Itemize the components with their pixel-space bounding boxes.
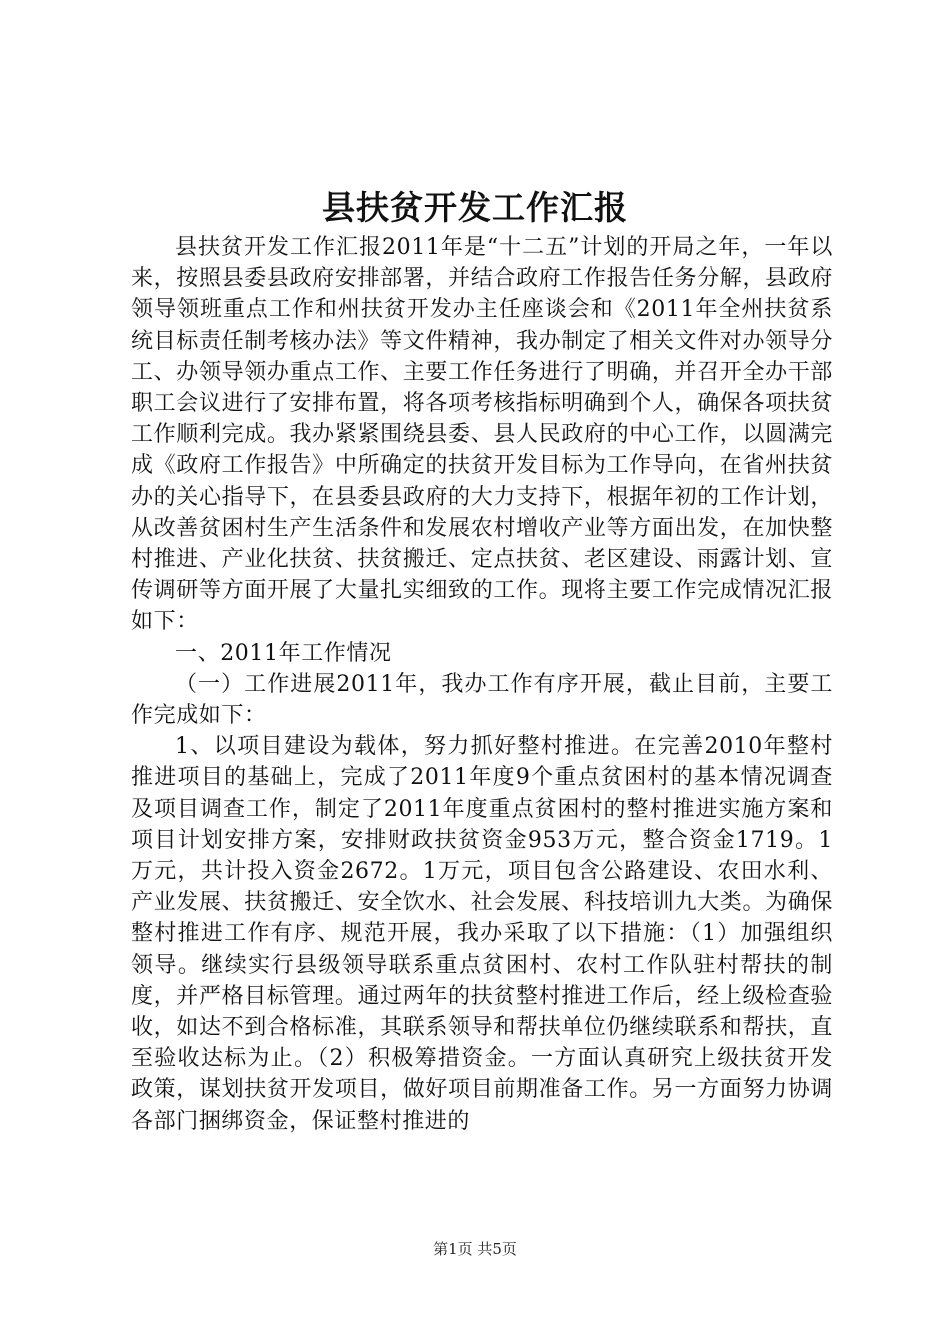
subsection-heading: （一）工作进展2011年，我办工作有序开展，截止目前，主要工作完成如下：	[131, 671, 833, 729]
paragraph-item-1: 1、以项目建设为载体，努力抓好整村推进。在完善2010年整村推进项目的基础上，完成了2011年度9个重点贫困村的基本情况调查及项目调查工作，制定了2011年度重点贫困村的整村推进实施方案和项目计划安排方案，安排财政扶贫资金953万元，整合资金1719。1万元，共计投入资金2672。1万元，项目包含公路建设、农田水利、产业发展、扶贫搬迁、安全饮水、社会发展、科技培训九大类。为确保整村推进工作有序、规范开展，我办采取了以下措施：（1）加强组织领导。继续实行县级领导联系重点贫困村、农村工作队驻村帮扶的制度，并严格目标管理。通过两年的扶贫整村推进工作后，经上级检查验收，如达不到合格标准，其联系领导和帮扶单位仍继续联系和帮扶，直至验收达标为止。（2）积极筹措资金。一方面认真研究上级扶贫开发政策，谋划扶贫开发项目，做好项目前期准备工作。另一方面努力协调各部门捆绑资金，保证整村推进的	[131, 734, 833, 1134]
document-body	[131, 232, 833, 1137]
document-title: 县扶贫开发工作汇报	[322, 188, 628, 227]
page-footer: 第1页 共5页	[433, 1240, 517, 1258]
section-heading: 一、2011年工作情况	[175, 640, 392, 666]
paragraph-intro: 县扶贫开发工作汇报2011年是“十二五”计划的开局之年，一年以来，按照县委县政府安排部署，并结合政府工作报告任务分解，县政府领导领班重点工作和州扶贫开发办主任座谈会和《2011年全州扶贫系统目标责任制考核办法》等文件精神，我办制定了相关文件对办领导分工、办领导领办重点工作、主要工作任务进行了明确，并召开全办干部职工会议进行了安排布置，将各项考核指标明确到个人，确保各项扶贫工作顺利完成。我办紧紧围绕县委、县人民政府的中心工作，以圆满完成《政府工作报告》中所确定的扶贫开发目标为工作导向，在省州扶贫办的关心指导下，在县委县政府的大力支持下，根据年初的工作计划，从改善贫困村生产生活条件和发展农村增收产业等方面出发，在加快整村推进、产业化扶贫、扶贫搬迁、定点扶贫、老区建设、雨露计划、宣传调研等方面开展了大量扎实细致的工作。现将主要工作完成情况汇报如下：	[131, 235, 833, 635]
